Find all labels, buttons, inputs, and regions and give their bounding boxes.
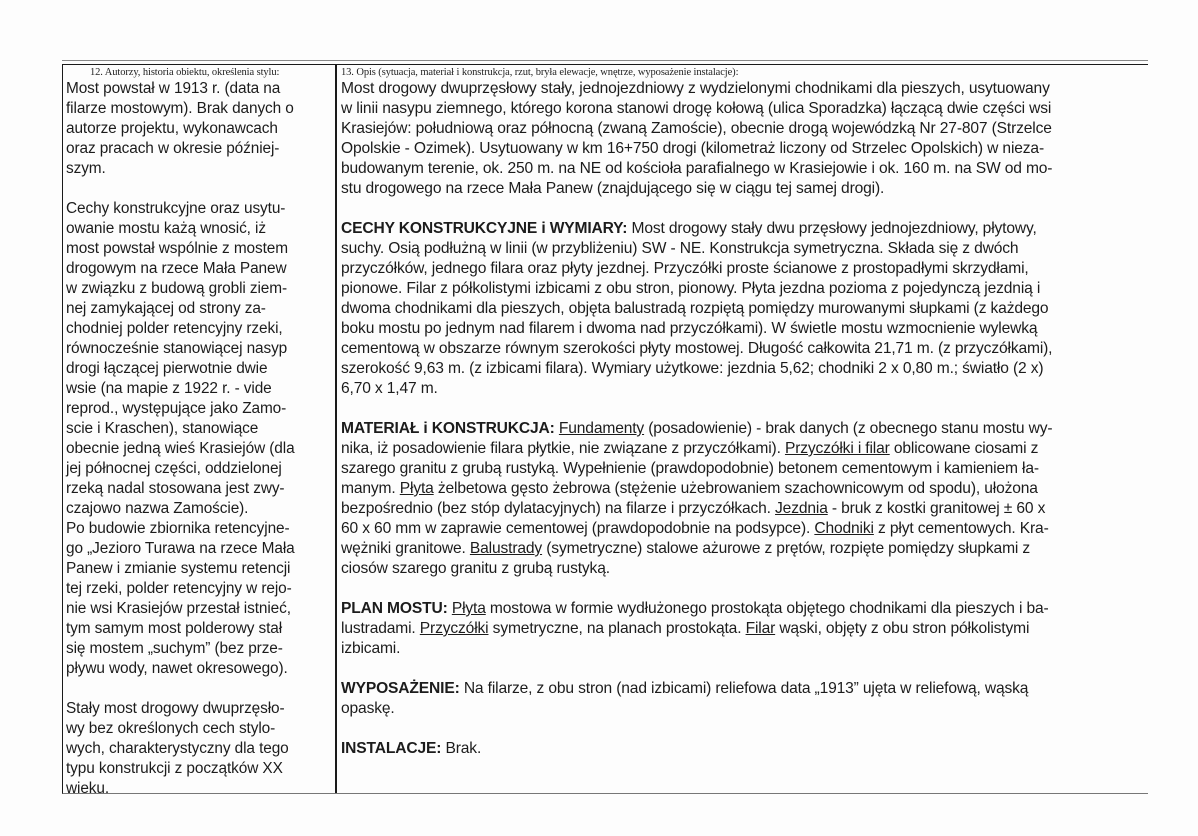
text-line: wych, charakterystyczny dla tego	[66, 740, 289, 757]
text-line: rzeką nadal stosowana jest zwy-	[66, 480, 285, 497]
bridge-plan-section	[341, 599, 1141, 659]
text-line: filarze mostowym). Brak danych o	[66, 100, 294, 117]
text-line: wy bez określonych cech stylo-	[66, 720, 276, 737]
text-line: opaskę.	[341, 700, 395, 717]
underlined-term: Fundamenty	[558, 420, 645, 437]
text-line: most powstał wspólnie z mostem	[66, 240, 288, 257]
text-run: nika, iż posadowienie filara płytkie, nie związane z przyczółkami).	[341, 440, 785, 457]
text-line: scie i Kraschen), stanowiące	[66, 420, 259, 437]
form-table	[62, 64, 1148, 797]
text-line: dwoma chodnikami dla pieszych, objęta balustradą rozpiętą pomiędzy murowanymi słupkami (z każdego	[341, 300, 1049, 317]
location-section	[341, 79, 1141, 199]
history-paragraph-3	[66, 519, 330, 679]
text-line	[341, 499, 1141, 519]
text-line: oraz pracach w okresie później-	[66, 140, 280, 157]
text-line: Most powstał w 1913 r. (data na	[66, 80, 281, 97]
text-line: typu konstrukcji z początków XX	[66, 760, 283, 777]
text-line: Panew i zmianie systemu retencji	[66, 560, 291, 577]
paragraph-spacer	[341, 579, 1141, 599]
text-line: szarego granitu z grubą rustyką. Wypełnienie (prawdopodobnie) betonem cementowym i kamieniem ła-	[341, 460, 1039, 477]
text-line: przyczółków, jednego filara oraz płyty jezdnej. Przyczółki proste ścianowe z prostopadłymi skrzydłami,	[341, 260, 1029, 277]
text-line: tym samym most polderowy stał	[66, 620, 283, 637]
text-line: czajowo nazwa Zamoście).	[66, 500, 249, 517]
text-line: boku mostu po jednym nad filarem i dwoma nad przyczółkami). W świetle mostu wzmocnienie wylewką	[341, 320, 1038, 337]
section-heading: PLAN MOSTU:	[341, 600, 448, 617]
form-top-rule	[62, 60, 1148, 61]
text-line: reprod., występujące jako Zamo-	[66, 400, 287, 417]
underlined-term: Filar	[745, 620, 776, 637]
text-line: Opolskie - Ozimek). Usytuowany w km 16+750 drogi (kilometraż liczony od Strzelec Opolskich) w nieza-	[341, 140, 1044, 157]
text-line: izbicami.	[341, 640, 401, 657]
text-line: się mostem „suchym” (bez prze-	[66, 640, 283, 657]
text-run: mostowa w formie wydłużonego prostokąta objętego chodnikami dla pieszych i ba-	[485, 600, 1049, 617]
text-run: wąski, objęty z obu stron półkolistymi	[775, 620, 1030, 637]
text-run: oblicowane ciosami z	[889, 440, 1039, 457]
text-run: - bruk z kostki granitowej ± 60 x	[827, 500, 1046, 517]
paragraph-spacer	[341, 659, 1141, 679]
underlined-term: Płyta	[399, 480, 434, 497]
text-line: nie wsi Krasiejów przestał istnieć,	[66, 600, 291, 617]
text-line: drogi łączącej pierwotnie dwie	[66, 360, 268, 377]
text-line: 6,70 x 1,47 m.	[341, 380, 438, 397]
section-heading: INSTALACJE:	[341, 740, 442, 757]
text-line: chodniej polder retencyjny rzeki,	[66, 320, 283, 337]
equipment-section	[341, 679, 1141, 719]
column-divider	[335, 65, 337, 793]
text-line	[341, 479, 1141, 499]
text-run: symetryczne, na planach prostokąta.	[488, 620, 746, 637]
text-line: szerokość 9,63 m. (z izbicami filara). Wymiary użytkowe: jezdnia 5,62; chodniki 2 x 0,80 m.; światło (2 x)	[341, 360, 1044, 377]
text-line	[341, 599, 1141, 619]
underlined-term: Przyczółki	[419, 620, 489, 637]
text-line: cementową w obszarze równym szerokości płyty mostowej. Długość całkowita 21,71 m. (z przyczółkami),	[341, 340, 1053, 357]
text-run: z płyt cementowych. Kra-	[873, 520, 1049, 537]
underlined-term: Płyta	[451, 600, 486, 617]
field-13-heading: 13. Opis (sytuacja, materiał i konstrukcja, rzut, bryła elewacje, wnętrze, wyposażenie instalacje):	[341, 67, 739, 78]
paragraph-spacer	[341, 199, 1141, 219]
text-line	[341, 519, 1141, 539]
text-line	[341, 539, 1141, 559]
installations-section	[341, 739, 1141, 759]
text-line: w linii nasypu ziemnego, którego korona stanowi drogę kołową (ulica Sporadzka) łączącą dwie części wsi	[341, 100, 1052, 117]
text-run: bezpośrednio (bez stóp dylatacyjnych) na filarze i przyczółkach.	[341, 500, 776, 517]
history-paragraph-2	[66, 199, 330, 519]
text-line	[341, 219, 1141, 239]
text-line: Stały most drogowy dwuprzęsło-	[66, 700, 285, 717]
text-line	[341, 619, 1141, 639]
text-line: wieku.	[66, 780, 110, 797]
text-line: pływu wody, nawet okresowego).	[66, 660, 288, 677]
paragraph-spacer	[66, 179, 330, 199]
text-line: Po budowie zbiornika retencyjne-	[66, 520, 290, 537]
history-paragraph-4	[66, 699, 330, 799]
text-run: Na filarze, z obu stron (nad izbicami) reliefowa data „1913” ujęta w reliefową, wąską	[459, 680, 1029, 697]
text-run: żelbetowa gęsto żebrowa (stężenie użebrowaniem szachownicowym od spodu), ułożona	[433, 480, 1038, 497]
underlined-term: Chodniki	[814, 520, 874, 537]
paragraph-spacer	[341, 399, 1141, 419]
section-heading: CECHY KONSTRUKCYJNE i WYMIARY:	[341, 220, 628, 237]
text-line: ciosów szarego granitu z grubą rustyką.	[341, 560, 610, 577]
section-heading: WYPOSAŻENIE:	[341, 680, 460, 697]
underlined-term: Przyczółki i filar	[784, 440, 890, 457]
text-line: obecnie jedną wieś Krasiejów (dla	[66, 440, 295, 457]
text-run: Brak.	[441, 740, 482, 757]
text-run: manym.	[341, 480, 400, 497]
paragraph-spacer	[66, 679, 330, 699]
text-run: (symetryczne) stalowe ażurowe z prętów, rozpięte pomiędzy słupkami z	[542, 540, 1031, 557]
text-line: równocześnie stanowiącej nasyp	[66, 340, 288, 357]
text-run: (posadowienie) - brak danych (z obecnego stanu mostu wy-	[644, 420, 1053, 437]
text-run: Most drogowy stały dwu przęsłowy jednojezdniowy, płytowy,	[627, 220, 1037, 237]
text-line: Most drogowy dwuprzęsłowy stały, jednojezdniowy z wydzielonymi chodnikami dla pieszych, usytuowany	[341, 80, 1050, 97]
text-line: Krasiejów: południową oraz północną (zwaną Zamoście), obecnie drogą wojewódzką Nr 27-807 (Strzelce	[341, 120, 1052, 137]
section-heading: MATERIAŁ i KONSTRUKCJA:	[341, 420, 555, 437]
text-line: owanie mostu każą wnosić, iż	[66, 220, 266, 237]
underlined-term: Jezdnia	[775, 500, 828, 517]
text-line	[341, 739, 1141, 759]
text-line: jej północnej części, oddzielonej	[66, 460, 282, 477]
text-line: szym.	[66, 160, 106, 177]
text-line: wsie (na mapie z 1922 r. - vide	[66, 380, 272, 397]
field-12-heading: 12. Autorzy, historia obiektu, określenia stylu:	[90, 67, 280, 78]
history-paragraph-1	[66, 79, 330, 179]
text-line: suchy. Osią podłużną w linii (w przybliżeniu) SW - NE. Konstrukcja symetryczna. Składa się z dwóch	[341, 240, 1019, 257]
text-line: go „Jezioro Turawa na rzece Mała	[66, 540, 295, 557]
text-line: tej rzeki, polder retencyjny w rejo-	[66, 580, 292, 597]
text-line: budowanym terenie, ok. 250 m. na NE od kościoła parafialnego w Krasiejowie i ok. 160 m. na SW od mo-	[341, 160, 1053, 177]
text-line: drogowym na rzece Mała Panew	[66, 260, 287, 277]
text-run: 60 x 60 mm w zaprawie cementowej (prawdopodobnie na podsypce).	[341, 520, 815, 537]
text-line: nej zamykającej od strony za-	[66, 300, 266, 317]
text-line: Cechy konstrukcyjne oraz usytu-	[66, 200, 286, 217]
text-line: pionowe. Filar z półkolistymi izbicami z obu stron, pionowy. Płyta jezdna pozioma z pojedynczą jezdnią i	[341, 280, 1041, 297]
underlined-term: Balustrady	[469, 540, 543, 557]
text-line	[341, 419, 1141, 439]
construction-features-section	[341, 219, 1141, 399]
text-line	[341, 439, 1141, 459]
text-line: w związku z budową grobli ziem-	[66, 280, 288, 297]
text-line	[341, 679, 1141, 699]
text-run: lustradami.	[341, 620, 420, 637]
text-line: stu drogowego na rzece Mała Panew (znajdującego się w ciągu tej samej drogi).	[341, 180, 885, 197]
paragraph-spacer	[341, 719, 1141, 739]
authors-history-column	[66, 67, 330, 799]
text-run: wężniki granitowe.	[341, 540, 470, 557]
description-column	[341, 67, 1141, 759]
text-line: autorze projektu, wykonawcach	[66, 120, 278, 137]
material-construction-section	[341, 419, 1141, 579]
